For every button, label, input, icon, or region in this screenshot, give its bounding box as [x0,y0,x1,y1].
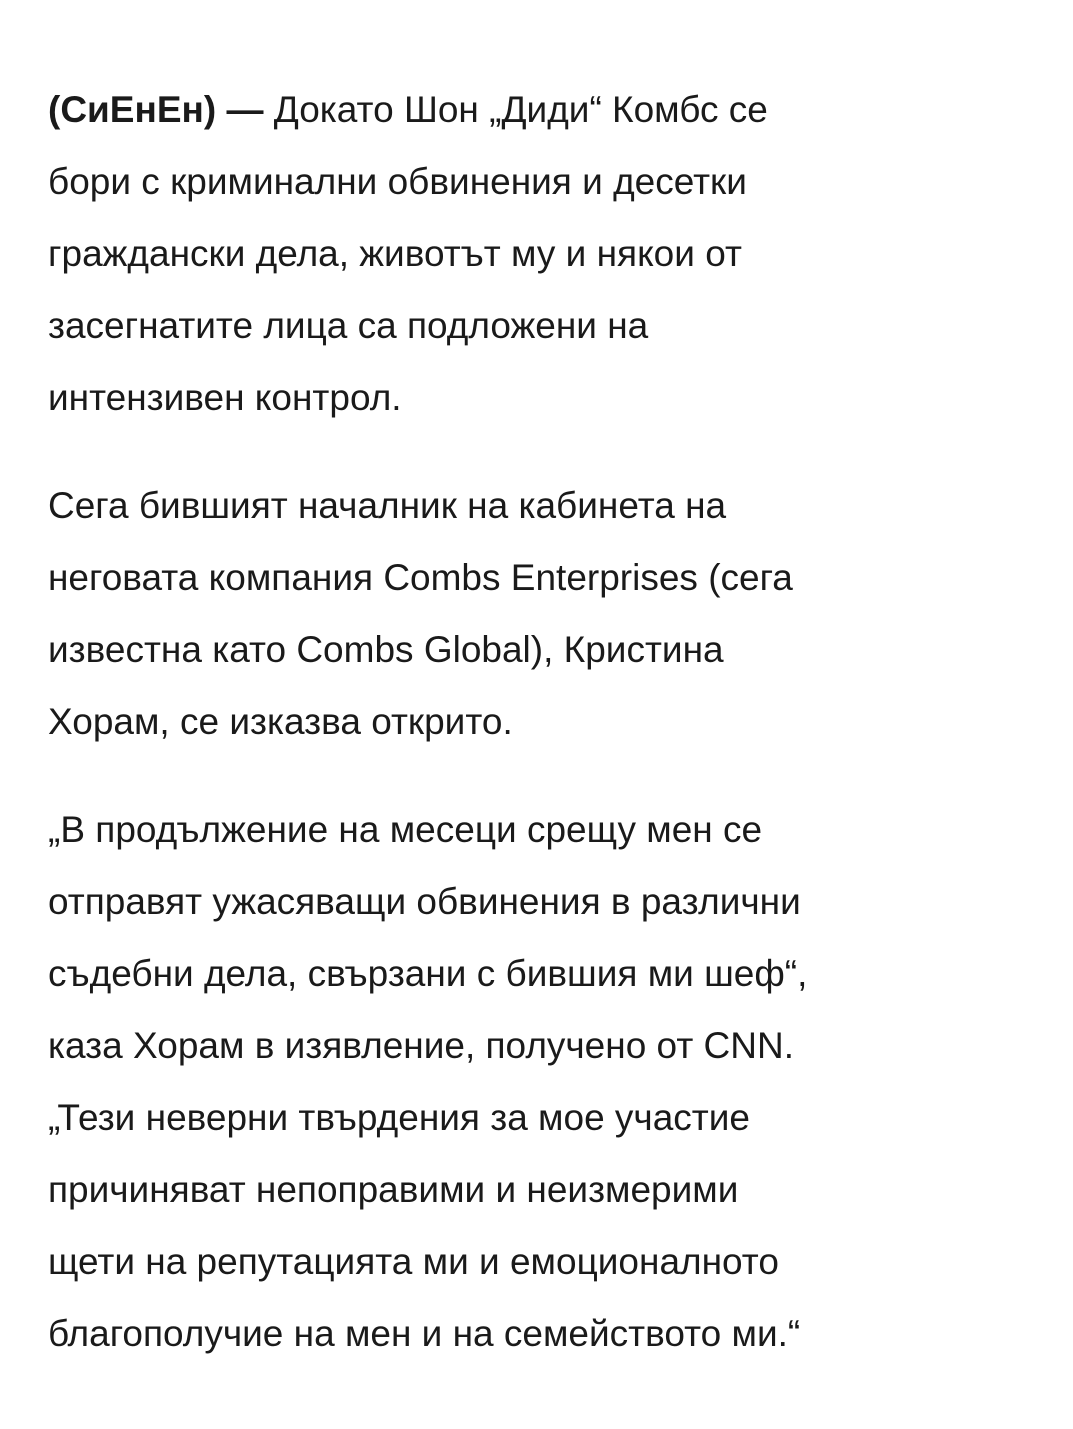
text-line-content: Докато Шон „Диди“ Комбс се [273,89,768,130]
text-line: неговата компания Combs Enterprises (сега [48,557,793,598]
text-line: известна като Combs Global), Кристина [48,629,724,670]
text-line: засегнатите лица са подложени на [48,305,649,346]
text-line: причиняват непоправими и неизмерими [48,1169,739,1210]
text-line: интензивен контрол. [48,377,402,418]
text-line: Сега бившият началник на кабинета на [48,485,727,526]
paragraph-2 [48,470,1038,758]
text-line: бори с криминални обвинения и десетки [48,161,747,202]
text-line: благополучие на мен и на семейството ми.“ [48,1313,801,1354]
paragraph-1 [48,74,1038,434]
text-line: „В продължение на месеци срещу мен се [48,809,763,850]
article-body [48,74,1038,1406]
text-line: съдебни дела, свързани с бившия ми шеф“, [48,953,808,994]
dateline: (СиЕнЕн) — [48,89,264,130]
text-line: граждански дела, животът му и някои от [48,233,742,274]
text-line: щети на репутацията ми и емоционалното [48,1241,779,1282]
paragraph-3 [48,794,1038,1370]
text-line: „Тези неверни твърдения за мое участие [48,1097,750,1138]
text-line [48,74,1038,146]
text-line: отправят ужасяващи обвинения в различни [48,881,801,922]
text-line: Хорам, се изказва открито. [48,701,513,742]
text-line: каза Хорам в изявление, получено от CNN. [48,1025,794,1066]
